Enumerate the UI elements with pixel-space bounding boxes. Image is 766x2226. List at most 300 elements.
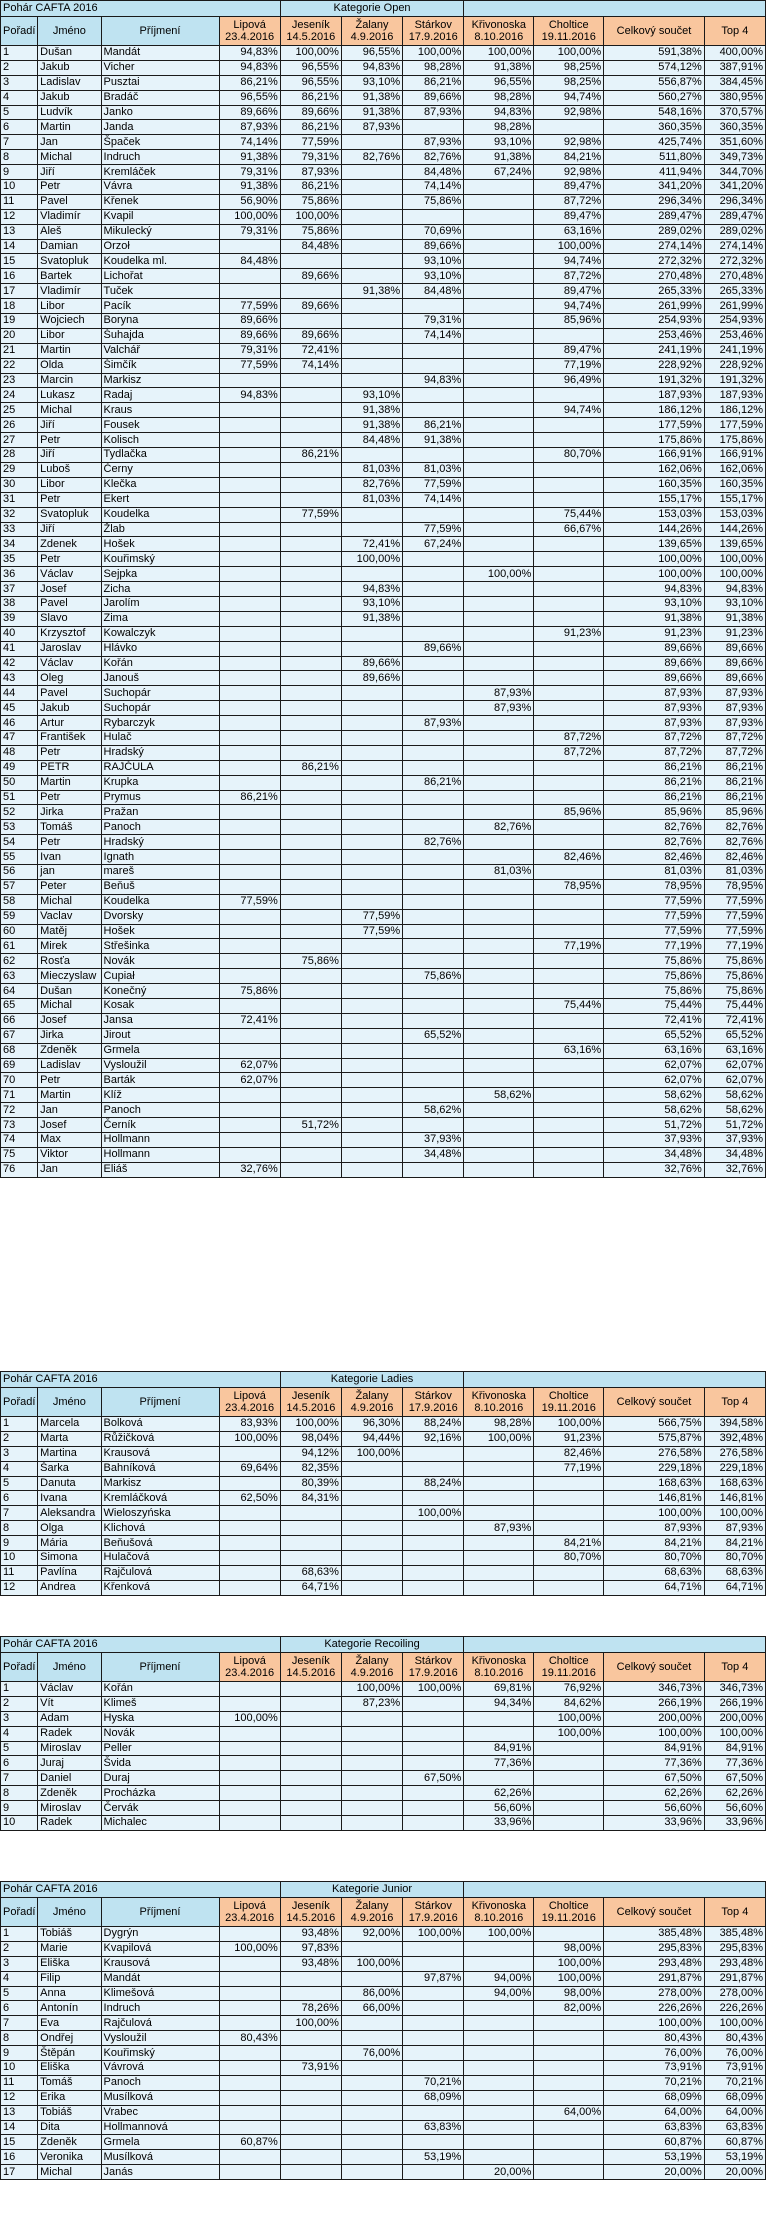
rank-cell: 5 <box>1 1741 38 1756</box>
table-row <box>1 314 766 329</box>
header-event <box>534 17 604 46</box>
table-row <box>1 2061 766 2076</box>
total-cell: 81,03% <box>604 864 705 879</box>
event-place: Lipová <box>233 1900 266 1912</box>
first-name-cell: Radek <box>38 1816 101 1831</box>
event-score-cell <box>219 403 280 418</box>
event-score-cell <box>403 1956 464 1971</box>
first-name-cell: Slavo <box>38 611 101 626</box>
top4-cell: 87,72% <box>704 730 765 745</box>
event-score-cell <box>280 582 341 597</box>
event-place: Jeseník <box>291 19 330 31</box>
header-event <box>464 17 534 46</box>
event-score-cell <box>534 1118 604 1133</box>
top4-cell: 91,23% <box>704 626 765 641</box>
event-score-cell: 74,14% <box>280 358 341 373</box>
event-score-cell <box>534 1133 604 1148</box>
event-score-cell <box>403 1461 464 1476</box>
first-name-cell: Ludvík <box>38 105 101 120</box>
first-name-cell: Petr <box>38 745 101 760</box>
first-name-cell: Michal <box>38 150 101 165</box>
table-row <box>1 716 766 731</box>
event-score-cell <box>403 1741 464 1756</box>
last-name-cell: Špaček <box>101 135 219 150</box>
event-score-cell <box>464 418 534 433</box>
last-name-cell: Krausová <box>101 1956 219 1971</box>
total-cell: 265,33% <box>604 284 705 299</box>
event-score-cell: 33,96% <box>464 1816 534 1831</box>
total-cell: 89,66% <box>604 671 705 686</box>
total-cell: 89,66% <box>604 641 705 656</box>
event-score-cell <box>219 433 280 448</box>
event-score-cell: 92,16% <box>403 1431 464 1446</box>
event-score-cell: 96,55% <box>219 90 280 105</box>
total-cell: 229,18% <box>604 1461 705 1476</box>
rank-cell: 7 <box>1 1506 38 1521</box>
event-score-cell <box>534 2120 604 2135</box>
first-name-cell: Andrea <box>38 1580 101 1595</box>
total-cell: 187,93% <box>604 388 705 403</box>
first-name-cell: Michal <box>38 894 101 909</box>
rank-cell: 71 <box>1 1088 38 1103</box>
event-score-cell: 97,87% <box>403 1971 464 1986</box>
table-row <box>1 1726 766 1741</box>
table-row <box>1 90 766 105</box>
table-row <box>1 2165 766 2180</box>
category-title: Kategorie Open <box>280 1 464 17</box>
first-name-cell: Vladimír <box>38 284 101 299</box>
table-row <box>1 60 766 75</box>
table-row <box>1 180 766 195</box>
last-name-cell: Hošek <box>101 537 219 552</box>
last-name-cell: Wieloszyńska <box>101 1506 219 1521</box>
event-score-cell <box>341 1073 402 1088</box>
event-score-cell <box>464 1461 534 1476</box>
event-score-cell <box>341 954 402 969</box>
event-score-cell <box>403 611 464 626</box>
last-name-cell: Kosak <box>101 999 219 1014</box>
event-score-cell <box>403 343 464 358</box>
top4-cell: 77,36% <box>704 1756 765 1771</box>
event-score-cell <box>534 894 604 909</box>
event-score-cell <box>534 790 604 805</box>
event-score-cell <box>280 686 341 701</box>
event-score-cell: 67,24% <box>464 165 534 180</box>
table-row <box>1 1461 766 1476</box>
event-score-cell: 100,00% <box>280 209 341 224</box>
total-cell: 86,21% <box>604 790 705 805</box>
event-score-cell: 100,00% <box>403 46 464 61</box>
top4-cell: 82,76% <box>704 835 765 850</box>
event-score-cell <box>341 1565 402 1580</box>
total-cell: 144,26% <box>604 522 705 537</box>
event-score-cell <box>341 805 402 820</box>
event-score-cell <box>341 686 402 701</box>
first-name-cell: Marta <box>38 1431 101 1446</box>
event-score-cell: 72,41% <box>341 537 402 552</box>
event-score-cell <box>280 567 341 582</box>
event-score-cell <box>219 879 280 894</box>
event-score-cell <box>341 850 402 865</box>
event-score-cell <box>534 552 604 567</box>
rank-cell: 5 <box>1 105 38 120</box>
total-cell: 51,72% <box>604 1118 705 1133</box>
total-cell: 166,91% <box>604 448 705 463</box>
event-score-cell <box>219 1476 280 1491</box>
total-cell: 64,71% <box>604 1580 705 1595</box>
event-score-cell <box>219 671 280 686</box>
event-score-cell <box>403 879 464 894</box>
event-score-cell <box>534 2046 604 2061</box>
top4-cell: 34,48% <box>704 1147 765 1162</box>
rank-cell: 30 <box>1 477 38 492</box>
total-cell: 82,76% <box>604 835 705 850</box>
top4-cell: 139,65% <box>704 537 765 552</box>
event-score-cell: 94,74% <box>534 299 604 314</box>
last-name-cell: Panoch <box>101 820 219 835</box>
event-score-cell <box>280 2046 341 2061</box>
event-score-cell <box>464 269 534 284</box>
event-date: 19.11.2016 <box>541 1402 596 1414</box>
table-row <box>1 1941 766 1956</box>
table-row <box>1 745 766 760</box>
event-score-cell <box>464 448 534 463</box>
event-score-cell <box>403 403 464 418</box>
event-score-cell: 75,44% <box>534 507 604 522</box>
event-score-cell: 75,86% <box>403 969 464 984</box>
total-cell: 89,66% <box>604 656 705 671</box>
event-score-cell <box>219 716 280 731</box>
table-row <box>1 209 766 224</box>
event-score-cell: 100,00% <box>534 1417 604 1432</box>
event-score-cell <box>280 1133 341 1148</box>
event-date: 17.9.2016 <box>408 31 458 43</box>
event-date: 14.5.2016 <box>286 31 336 43</box>
top4-cell: 75,44% <box>704 999 765 1014</box>
header-rank: Pořadí <box>1 1653 38 1682</box>
event-score-cell <box>219 2150 280 2165</box>
rank-cell: 69 <box>1 1058 38 1073</box>
event-score-cell <box>280 999 341 1014</box>
top4-cell: 82,76% <box>704 820 765 835</box>
title-filler <box>464 1 766 17</box>
top4-cell: 229,18% <box>704 1461 765 1476</box>
table-row <box>1 46 766 61</box>
section-title-row <box>1 1637 766 1653</box>
last-name-cell: Kowalczyk <box>101 626 219 641</box>
event-score-cell <box>464 299 534 314</box>
rank-cell: 1 <box>1 1927 38 1942</box>
rank-cell: 72 <box>1 1103 38 1118</box>
event-score-cell <box>403 358 464 373</box>
event-score-cell: 100,00% <box>280 46 341 61</box>
last-name-cell: Vysloužil <box>101 2031 219 2046</box>
rank-cell: 5 <box>1 1476 38 1491</box>
event-score-cell <box>341 701 402 716</box>
event-score-cell <box>341 790 402 805</box>
total-cell: 146,81% <box>604 1491 705 1506</box>
event-score-cell: 94,74% <box>534 90 604 105</box>
table-row <box>1 373 766 388</box>
event-score-cell <box>341 864 402 879</box>
top4-cell: 65,52% <box>704 1028 765 1043</box>
event-score-cell <box>403 939 464 954</box>
first-name-cell: Jaroslav <box>38 641 101 656</box>
event-score-cell <box>219 1801 280 1816</box>
total-cell: 200,00% <box>604 1711 705 1726</box>
event-score-cell: 91,38% <box>219 150 280 165</box>
first-name-cell: Jakub <box>38 90 101 105</box>
category-title: Kategorie Junior <box>280 1882 464 1898</box>
first-name-cell: Wojciech <box>38 314 101 329</box>
first-name-cell: PETR <box>38 760 101 775</box>
event-date: 8.10.2016 <box>474 1402 524 1414</box>
rank-cell: 39 <box>1 611 38 626</box>
total-cell: 100,00% <box>604 1726 705 1741</box>
first-name-cell: Petr <box>38 492 101 507</box>
event-score-cell <box>219 477 280 492</box>
event-score-cell: 67,24% <box>403 537 464 552</box>
event-score-cell <box>280 820 341 835</box>
header-top4: Top 4 <box>704 1898 765 1927</box>
event-score-cell: 86,21% <box>280 180 341 195</box>
total-cell: 346,73% <box>604 1682 705 1697</box>
event-score-cell: 94,74% <box>534 403 604 418</box>
table-row <box>1 701 766 716</box>
table-row <box>1 567 766 582</box>
event-score-cell <box>534 716 604 731</box>
table-row <box>1 448 766 463</box>
event-date: 14.5.2016 <box>286 1402 336 1414</box>
event-score-cell <box>534 1580 604 1595</box>
top4-cell: 86,21% <box>704 790 765 805</box>
event-score-cell <box>403 1816 464 1831</box>
total-cell: 75,86% <box>604 954 705 969</box>
event-score-cell: 87,93% <box>280 165 341 180</box>
event-score-cell <box>403 984 464 999</box>
top4-cell: 191,32% <box>704 373 765 388</box>
event-score-cell: 58,62% <box>403 1103 464 1118</box>
event-date: 17.9.2016 <box>408 1402 458 1414</box>
last-name-cell: Mandát <box>101 46 219 61</box>
event-score-cell: 100,00% <box>464 1431 534 1446</box>
rank-cell: 51 <box>1 790 38 805</box>
event-score-cell <box>464 1147 534 1162</box>
event-score-cell <box>280 1162 341 1177</box>
table-row <box>1 1927 766 1942</box>
first-name-cell: Artur <box>38 716 101 731</box>
cup-title: Pohár CAFTA 2016 <box>1 1 281 17</box>
table-row <box>1 1073 766 1088</box>
event-score-cell <box>341 358 402 373</box>
first-name-cell: Martin <box>38 1088 101 1103</box>
top4-cell: 266,19% <box>704 1696 765 1711</box>
first-name-cell: Pavel <box>38 194 101 209</box>
table-row <box>1 1971 766 1986</box>
event-score-cell: 92,98% <box>534 105 604 120</box>
top4-cell: 276,58% <box>704 1446 765 1461</box>
event-score-cell <box>464 805 534 820</box>
event-score-cell: 77,59% <box>219 894 280 909</box>
first-name-cell: Jiří <box>38 165 101 180</box>
rank-cell: 40 <box>1 626 38 641</box>
event-score-cell: 88,24% <box>403 1476 464 1491</box>
top4-cell: 296,34% <box>704 194 765 209</box>
total-cell: 385,48% <box>604 1927 705 1942</box>
first-name-cell: Josef <box>38 1013 101 1028</box>
table-row <box>1 835 766 850</box>
top4-cell: 293,48% <box>704 1956 765 1971</box>
event-score-cell: 69,64% <box>219 1461 280 1476</box>
rank-cell: 16 <box>1 269 38 284</box>
event-score-cell <box>464 909 534 924</box>
header-event <box>534 1653 604 1682</box>
top4-cell: 87,72% <box>704 745 765 760</box>
event-score-cell <box>534 2075 604 2090</box>
first-name-cell: Olda <box>38 358 101 373</box>
event-score-cell <box>280 864 341 879</box>
event-score-cell: 60,87% <box>219 2135 280 2150</box>
event-date: 19.11.2016 <box>541 1667 596 1679</box>
table-row <box>1 805 766 820</box>
top4-cell: 75,86% <box>704 954 765 969</box>
event-score-cell: 87,72% <box>534 745 604 760</box>
event-score-cell <box>464 328 534 343</box>
event-score-cell <box>219 1521 280 1536</box>
event-score-cell: 94,74% <box>534 254 604 269</box>
table-row <box>1 820 766 835</box>
last-name-cell: Pražan <box>101 805 219 820</box>
event-score-cell <box>403 626 464 641</box>
first-name-cell: Simona <box>38 1551 101 1566</box>
table-row <box>1 1043 766 1058</box>
table-row <box>1 418 766 433</box>
top4-cell: 64,71% <box>704 1580 765 1595</box>
first-name-cell: Aleš <box>38 224 101 239</box>
rank-cell: 3 <box>1 1446 38 1461</box>
rank-cell: 12 <box>1 2090 38 2105</box>
first-name-cell: Jakub <box>38 60 101 75</box>
event-score-cell <box>280 1986 341 2001</box>
rank-cell: 1 <box>1 46 38 61</box>
table-row <box>1 1162 766 1177</box>
first-name-cell: Olga <box>38 1521 101 1536</box>
event-score-cell <box>403 299 464 314</box>
event-score-cell: 65,52% <box>403 1028 464 1043</box>
header-event <box>464 1653 534 1682</box>
total-cell: 155,17% <box>604 492 705 507</box>
event-score-cell <box>464 1506 534 1521</box>
event-score-cell <box>280 1013 341 1028</box>
rank-cell: 1 <box>1 1417 38 1432</box>
event-score-cell <box>341 2165 402 2180</box>
event-score-cell: 88,24% <box>403 1417 464 1432</box>
event-date: 17.9.2016 <box>408 1667 458 1679</box>
event-score-cell: 75,86% <box>403 194 464 209</box>
event-score-cell <box>219 1536 280 1551</box>
event-score-cell <box>534 1162 604 1177</box>
event-score-cell: 77,59% <box>219 358 280 373</box>
event-score-cell <box>403 507 464 522</box>
table-row <box>1 1696 766 1711</box>
top4-cell: 84,91% <box>704 1741 765 1756</box>
event-score-cell <box>534 1927 604 1942</box>
event-score-cell <box>534 2016 604 2031</box>
event-score-cell <box>464 2016 534 2031</box>
event-score-cell: 56,90% <box>219 194 280 209</box>
event-place: Žalany <box>355 1900 389 1912</box>
top4-cell: 289,47% <box>704 209 765 224</box>
rank-cell: 53 <box>1 820 38 835</box>
event-score-cell <box>403 1491 464 1506</box>
rank-cell: 62 <box>1 954 38 969</box>
table-row <box>1 1058 766 1073</box>
event-score-cell <box>464 582 534 597</box>
event-score-cell <box>464 284 534 299</box>
event-score-cell <box>341 1118 402 1133</box>
event-score-cell <box>219 2105 280 2120</box>
event-score-cell <box>464 1956 534 1971</box>
event-score-cell <box>219 284 280 299</box>
event-score-cell <box>403 820 464 835</box>
rank-cell: 8 <box>1 1521 38 1536</box>
top4-cell: 89,66% <box>704 641 765 656</box>
first-name-cell: Daniel <box>38 1771 101 1786</box>
top4-cell: 291,87% <box>704 1971 765 1986</box>
event-score-cell <box>280 1741 341 1756</box>
event-score-cell <box>464 999 534 1014</box>
total-cell: 100,00% <box>604 1506 705 1521</box>
header-event <box>403 1898 464 1927</box>
event-score-cell <box>403 552 464 567</box>
category-title: Kategorie Recoiling <box>280 1637 464 1653</box>
top4-cell: 78,95% <box>704 879 765 894</box>
rank-cell: 76 <box>1 1162 38 1177</box>
event-score-cell: 81,03% <box>464 864 534 879</box>
event-score-cell: 100,00% <box>464 1927 534 1942</box>
last-name-cell: Bahníková <box>101 1461 219 1476</box>
total-cell: 175,86% <box>604 433 705 448</box>
last-name-cell: Křenková <box>101 1580 219 1595</box>
event-score-cell <box>464 433 534 448</box>
total-cell: 276,58% <box>604 1446 705 1461</box>
event-score-cell <box>534 686 604 701</box>
last-name-cell: Grmela <box>101 2135 219 2150</box>
first-name-cell: Max <box>38 1133 101 1148</box>
rank-cell: 43 <box>1 671 38 686</box>
event-score-cell: 89,66% <box>219 314 280 329</box>
event-date: 14.5.2016 <box>286 1667 336 1679</box>
event-score-cell: 87,93% <box>464 701 534 716</box>
top4-cell: 370,57% <box>704 105 765 120</box>
event-score-cell <box>464 209 534 224</box>
column-header-row <box>1 1388 766 1417</box>
event-score-cell <box>341 1756 402 1771</box>
event-score-cell: 89,66% <box>341 656 402 671</box>
event-score-cell <box>464 1028 534 1043</box>
first-name-cell: Lukasz <box>38 388 101 403</box>
first-name-cell: Eva <box>38 2016 101 2031</box>
event-score-cell <box>280 1682 341 1697</box>
rank-cell: 31 <box>1 492 38 507</box>
table-row <box>1 522 766 537</box>
event-place: Lipová <box>233 1390 266 1402</box>
event-score-cell: 93,48% <box>280 1956 341 1971</box>
header-last-name: Příjmení <box>101 1388 219 1417</box>
table-row <box>1 1491 766 1506</box>
table-row <box>1 864 766 879</box>
event-score-cell <box>280 850 341 865</box>
